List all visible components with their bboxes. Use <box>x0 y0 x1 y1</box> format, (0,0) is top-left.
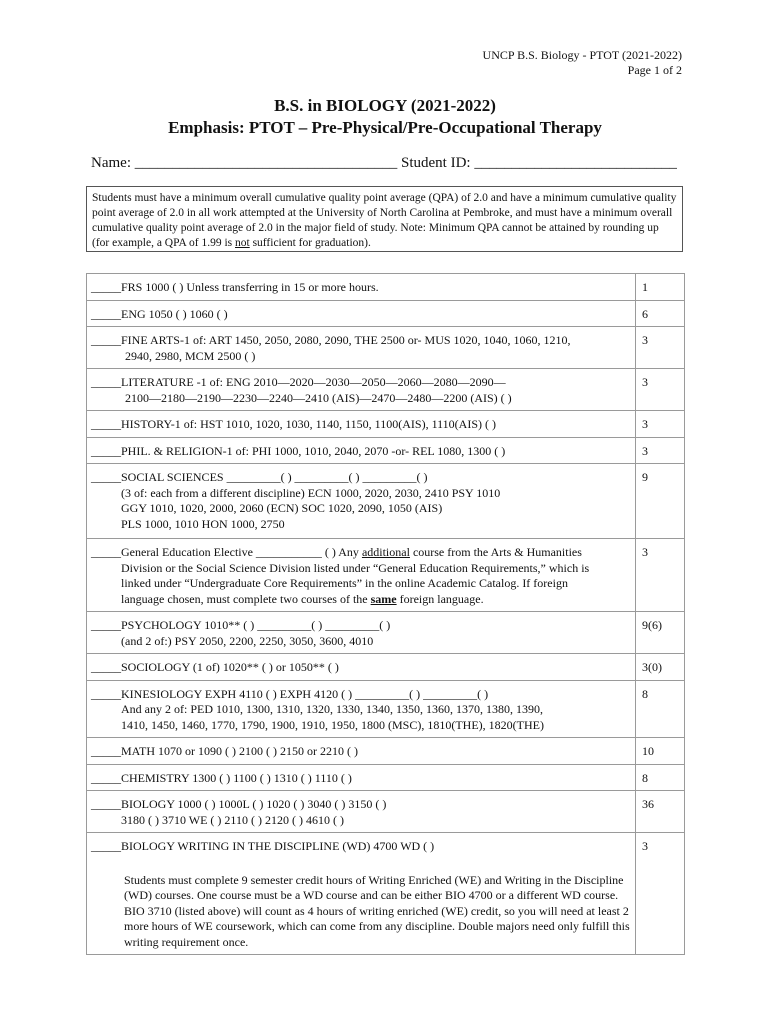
social-sciences-courses-2: GGY 1010, 1020, 2000, 2060 (ECN) SOC 1020, 2090, 1050 (AIS) <box>121 501 443 515</box>
row-social-sciences <box>87 464 685 539</box>
kinesiology-requirement: _____KINESIOLOGY EXPH 4110 ( ) EXPH 4120 ( ) _________( ) _________( ) <box>91 686 489 701</box>
frs-credits: 1 <box>636 274 685 301</box>
title-emphasis: Emphasis: PTOT – Pre-Physical/Pre-Occupational Therapy <box>168 118 602 137</box>
frs-requirement: _____FRS 1000 ( ) Unless transferring in 15 or more hours. <box>91 280 379 294</box>
gen-ed-line-2: Division or the Social Science Division listed under “General Education Requirements,” which is <box>121 560 590 575</box>
qpa-notice-box <box>86 186 683 252</box>
title-degree: B.S. in BIOLOGY (2021-2022) <box>274 96 496 115</box>
fine-arts-credits: 3 <box>636 327 685 369</box>
row-eng <box>87 300 685 327</box>
math-credits: 10 <box>636 738 685 765</box>
gen-ed-text-cont: course from the Arts & Humanities <box>409 545 582 559</box>
requirements-table <box>86 273 685 955</box>
kinesiology-courses-2: 1410, 1450, 1460, 1770, 1790, 1900, 1910, 1950, 1800 (MSC), 1810(THE), 1820(THE) <box>121 717 544 732</box>
sociology-requirement: _____SOCIOLOGY (1 of) 1020** ( ) or 1050** ( ) <box>91 660 339 674</box>
page-header <box>483 48 682 78</box>
page-number: Page 1 of 2 <box>627 63 682 77</box>
writing-requirement-note: Students must complete 9 semester credit hours of Writing Enriched (WE) and Writing in the Discipline (WD) courses. One course must be a WD course and can be either BIO 4700 or a different WD course. BIO 3710 (listed above) will count as 4 hours of writing enriched (WE) credit, so you will need at least 2 more hours of WE coursework, which can come from any discipline. Double majors need only fulfill this writing requirement once. <box>124 872 630 949</box>
row-psychology <box>87 612 685 654</box>
row-history <box>87 411 685 438</box>
chemistry-credits: 8 <box>636 764 685 791</box>
gen-ed-text: _____General Education Elective ___________ ( ) Any <box>91 545 362 559</box>
name-student-id-line: Name: ___________________________________ Student ID: ___________________________ <box>91 155 677 171</box>
gen-ed-line-4-end: foreign language. <box>396 591 484 606</box>
fine-arts-requirement: _____FINE ARTS-1 of: ART 1450, 2050, 2080, 2090, THE 2500 or- MUS 1020, 1040, 1060, 1210, <box>91 333 571 347</box>
social-sciences-credits: 9 <box>636 464 685 539</box>
phil-religion-requirement: _____PHIL. & RELIGION-1 of: PHI 1000, 1010, 2040, 2070 -or- REL 1080, 1300 ( ) <box>91 443 506 458</box>
phil-religion-credits: 3 <box>636 437 685 464</box>
biology-requirement: _____BIOLOGY 1000 ( ) 1000L ( ) 1020 ( ) 3040 ( ) 3150 ( ) <box>91 797 387 811</box>
notice-text: Students must have a minimum overall cumulative quality point average (QPA) of 2.0 and have a minimum cumulative quality point average of 2.0 in all work attempted at the University of North Carolina at Pembroke, and must have a minimum overall cumulative quality point average of 2.0 in the major field of study. Note: Minimum QPA cannot be attained by rounding up (for example, a QPA of 1.99 is <box>92 192 677 249</box>
row-biology <box>87 791 685 833</box>
biology-courses: 3180 ( ) 3710 WE ( ) 2110 ( ) 2120 ( ) 4610 ( ) <box>121 812 344 827</box>
writing-discipline-credits: 3 <box>636 833 685 955</box>
row-math <box>87 738 685 765</box>
biology-credits: 36 <box>636 791 685 833</box>
chemistry-requirement: _____CHEMISTRY 1300 ( ) 1100 ( ) 1310 ( ) 1110 ( ) <box>91 770 352 785</box>
psychology-courses: (and 2 of:) PSY 2050, 2200, 2250, 3050, 3600, 4010 <box>121 633 374 648</box>
gen-ed-credits: 3 <box>636 539 685 612</box>
kinesiology-courses-1: And any 2 of: PED 1010, 1300, 1310, 1320, 1330, 1340, 1350, 1360, 1370, 1380, 1390, <box>121 702 543 716</box>
gen-ed-emphasis-additional: additional <box>361 545 410 559</box>
row-fine-arts <box>87 327 685 369</box>
history-credits: 3 <box>636 411 685 438</box>
gen-ed-requirement <box>91 545 631 561</box>
row-sociology <box>87 654 685 681</box>
gen-ed-emphasis-same: same <box>370 591 397 606</box>
social-sciences-requirement: _____SOCIAL SCIENCES _________( ) _________( ) _________( ) <box>91 470 428 484</box>
social-sciences-courses-3: PLS 1000, 1010 HON 1000, 2750 <box>121 516 285 531</box>
social-sciences-courses-1: (3 of: each from a different discipline) ECN 1000, 2020, 2030, 2410 PSY 1010 <box>121 485 501 500</box>
document-title <box>0 95 770 139</box>
literature-credits: 3 <box>636 369 685 411</box>
sociology-credits: 3(0) <box>636 654 685 681</box>
kinesiology-credits: 8 <box>636 680 685 738</box>
literature-requirement: _____LITERATURE -1 of: ENG 2010—2020—2030—2050—2060—2080—2090— <box>91 375 506 389</box>
row-kinesiology <box>87 680 685 738</box>
row-gen-ed-elective <box>87 539 685 612</box>
row-writing-discipline <box>87 833 685 955</box>
row-frs <box>87 274 685 301</box>
row-phil-religion <box>87 437 685 464</box>
math-requirement: _____MATH 1070 or 1090 ( ) 2100 ( ) 2150 or 2210 ( ) <box>91 744 358 758</box>
literature-courses: 2100—2180—2190—2230—2240—2410 (AIS)—2470—2480—2200 (AIS) ( ) <box>125 390 512 405</box>
gen-ed-line-3: linked under “Undergraduate Core Requirements” in the online Academic Catalog. If foreign <box>121 576 568 590</box>
gen-ed-line-4-text: language chosen, must complete two courses of the <box>121 591 371 606</box>
notice-emphasis: not <box>235 237 250 249</box>
psychology-credits: 9(6) <box>636 612 685 654</box>
row-literature <box>87 369 685 411</box>
notice-text-end: sufficient for graduation). <box>249 237 371 249</box>
fine-arts-courses: 2940, 2980, MCM 2500 ( ) <box>125 348 256 363</box>
row-chemistry <box>87 764 685 791</box>
eng-credits: 6 <box>636 300 685 327</box>
gen-ed-line-4 <box>91 592 631 608</box>
psychology-requirement: _____PSYCHOLOGY 1010** ( ) _________( ) _________( ) <box>91 618 391 632</box>
history-requirement: _____HISTORY-1 of: HST 1010, 1020, 1030, 1140, 1150, 1100(AIS), 1110(AIS) ( ) <box>91 417 496 431</box>
writing-discipline-requirement: _____BIOLOGY WRITING IN THE DISCIPLINE (WD) 4700 WD ( ) <box>91 839 435 853</box>
program-header: UNCP B.S. Biology - PTOT (2021-2022) <box>482 48 682 62</box>
eng-requirement: _____ENG 1050 ( ) 1060 ( ) <box>91 306 228 321</box>
